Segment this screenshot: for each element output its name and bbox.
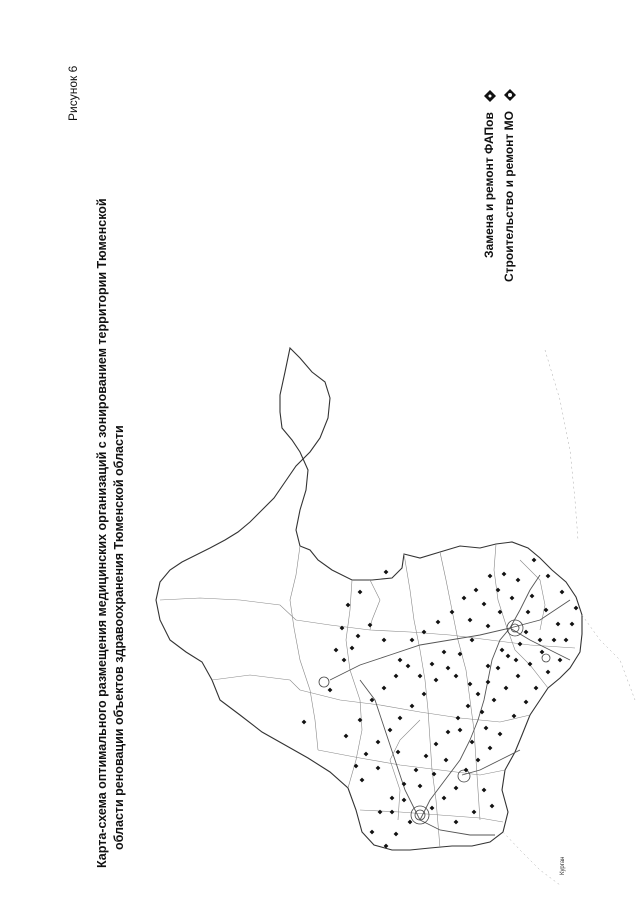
city-label-kurgan: Курган: [560, 856, 566, 875]
facility-marker: [444, 758, 449, 763]
facility-marker: [500, 648, 505, 653]
district-boundaries: [160, 544, 575, 848]
map-title-line-1: Карта-схема оптимального размещения медицинских организаций с зонированием территории Тюменской: [95, 198, 109, 868]
facility-marker: [486, 624, 491, 629]
facility-marker: [422, 630, 427, 635]
facility-marker: [558, 658, 563, 663]
facility-marker: [346, 603, 351, 608]
facility-marker: [354, 764, 359, 769]
legend-label-mo: Строительство и ремонт МО: [502, 111, 516, 282]
facility-marker: [524, 700, 529, 705]
facility-marker: [532, 558, 537, 563]
facility-marker: [510, 596, 515, 601]
road-network: [330, 575, 570, 835]
facility-marker: [540, 650, 545, 655]
facility-marker: [434, 742, 439, 747]
facility-marker: [512, 714, 517, 719]
facility-marker: [302, 720, 307, 725]
facility-marker: [418, 784, 423, 789]
facility-marker: [394, 832, 399, 837]
facility-marker: [552, 638, 557, 643]
facility-marker: [450, 610, 455, 615]
facility-marker: [446, 730, 451, 735]
facility-marker: [378, 810, 383, 815]
facility-marker: [434, 678, 439, 683]
facility-marker: [556, 622, 561, 627]
facility-marker: [466, 704, 471, 709]
facility-marker: [382, 638, 387, 643]
facility-marker: [570, 622, 575, 627]
facility-marker: [454, 674, 459, 679]
facility-marker: [488, 574, 493, 579]
facility-marker: [486, 680, 491, 685]
facility-marker: [436, 620, 441, 625]
facility-marker: [530, 594, 535, 599]
facility-marker: [430, 662, 435, 667]
facility-marker: [368, 623, 373, 628]
facility-marker: [538, 638, 543, 643]
facility-marker: [514, 658, 519, 663]
facility-marker: [534, 686, 539, 691]
facility-marker: [430, 806, 435, 811]
facility-marker: [390, 796, 395, 801]
facility-marker: [564, 638, 569, 643]
facility-marker: [482, 602, 487, 607]
facility-marker: [472, 810, 477, 815]
facility-marker: [454, 820, 459, 825]
facility-marker: [402, 798, 407, 803]
facility-marker: [344, 734, 349, 739]
facility-marker: [376, 766, 381, 771]
facility-marker: [516, 674, 521, 679]
facility-marker: [390, 810, 395, 815]
facility-marker: [516, 578, 521, 583]
facility-marker: [484, 726, 489, 731]
facility-marker: [498, 610, 503, 615]
facility-marker: [442, 650, 447, 655]
facility-marker: [486, 664, 491, 669]
facility-marker: [398, 716, 403, 721]
facility-marker: [406, 664, 411, 669]
facility-marker: [414, 768, 419, 773]
facility-marker: [490, 804, 495, 809]
facility-marker: [376, 740, 381, 745]
facility-marker: [468, 618, 473, 623]
facility-marker: [360, 778, 365, 783]
facility-marker: [492, 698, 497, 703]
facility-marker: [470, 638, 475, 643]
neighbour-boundary: [503, 350, 635, 885]
facility-marker: [504, 686, 509, 691]
facility-marker: [476, 692, 481, 697]
facility-marker: [396, 750, 401, 755]
facility-marker: [546, 670, 551, 675]
facility-marker: [528, 662, 533, 667]
facility-marker: [446, 666, 451, 671]
facility-marker: [418, 674, 423, 679]
facility-marker: [382, 686, 387, 691]
facility-marker: [458, 652, 463, 657]
facility-marker: [388, 728, 393, 733]
figure-label: Рисунок 6: [66, 65, 80, 121]
facility-marker: [458, 728, 463, 733]
facility-marker: [462, 596, 467, 601]
facility-marker: [350, 646, 355, 651]
facility-marker: [526, 610, 531, 615]
facility-marker: [524, 630, 529, 635]
facility-marker: [454, 786, 459, 791]
facility-marker: [358, 590, 363, 595]
facility-marker: [410, 704, 415, 709]
facility-marker: [506, 654, 511, 659]
facility-marker: [474, 588, 479, 593]
facility-marker: [482, 788, 487, 793]
facility-marker: [546, 574, 551, 579]
facility-marker: [370, 830, 375, 835]
facility-marker: [334, 648, 339, 653]
facility-marker: [408, 820, 413, 825]
facility-marker: [424, 754, 429, 759]
facility-marker: [498, 732, 503, 737]
facility-marker: [422, 692, 427, 697]
facility-marker: [488, 746, 493, 751]
facility-marker: [364, 752, 369, 757]
facility-marker: [496, 666, 501, 671]
facility-marker: [328, 688, 333, 693]
facility-markers: [302, 558, 579, 849]
facility-marker: [394, 674, 399, 679]
facility-marker: [456, 716, 461, 721]
map-title-line-2: области реновации объектов здравоохранения Тюменской области: [112, 425, 126, 850]
facility-marker: [410, 638, 415, 643]
facility-marker: [518, 642, 523, 647]
facility-marker: [560, 590, 565, 595]
facility-marker: [384, 570, 389, 575]
facility-marker: [442, 796, 447, 801]
facility-marker: [342, 658, 347, 663]
legend-label-fap: Замена и ремонт ФАПов: [482, 112, 496, 258]
facility-marker: [502, 572, 507, 577]
facility-marker: [356, 634, 361, 639]
facility-marker: [574, 606, 579, 611]
facility-marker: [398, 658, 403, 663]
